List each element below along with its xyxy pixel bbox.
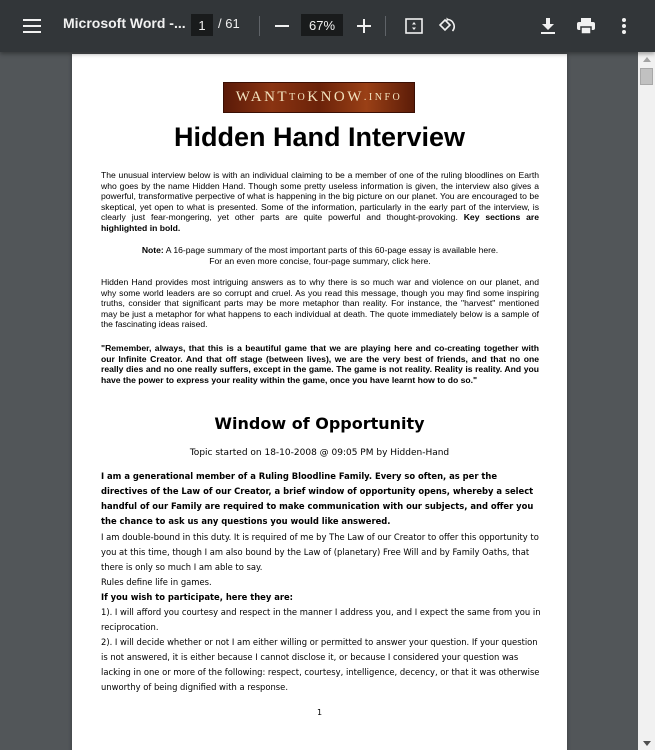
- fit-to-page-icon: [405, 18, 423, 34]
- rule-item: 1). I will afford you courtesy and respect in the manner I address you, and I expect the same from you in reciprocation.: [101, 607, 541, 632]
- zoom-in-button[interactable]: [352, 14, 376, 38]
- hamburger-menu-icon: [23, 19, 41, 33]
- page-number-input[interactable]: 1: [191, 14, 213, 36]
- intro-bold-text: Key sections are highlighted in bold.: [101, 212, 540, 233]
- document-heading: Hidden Hand Interview: [173, 122, 466, 152]
- body-paragraph: Rules define life in games.: [101, 577, 212, 587]
- menu-button[interactable]: [20, 14, 44, 38]
- arrow-down-icon: [643, 741, 651, 746]
- rotate-icon: [438, 17, 456, 35]
- intro-text: The unusual interview below is with an individual claiming to be a member of one of the ruling bloodlines on Earth who goes by the name Hidden Hand. Though some pretty useless information is given, the interview also gives a powerful, transformative perpective of what is happening in the big picture on our planet. You are encouraged to be skeptical, yet open to what is presented. Some of the information, particularly in the early part of the interview, is clearly just fear-mongering, yet other parts are quite powerful and thought-provoking.: [101, 170, 539, 223]
- print-icon: [577, 18, 595, 34]
- page-number: 1: [316, 708, 323, 717]
- second-paragraph: Hidden Hand provides most intriguing answers as to why there is so much war and violence on our planet, and why some world leaders are so corrupt and cruel. As you read this message, though you may find some inspiring truths, consider that significant parts may be more metaphor than reality. For instance, the "harvest" mentioned may be just a metaphor for what happens to each individual at death. The quote immediately below is a sample of the fascinating ideas raised.: [101, 277, 539, 330]
- note-label: Note:: [141, 245, 164, 255]
- more-options-button[interactable]: [612, 14, 636, 38]
- rule-item: 2). I will decide whether or not I am either willing or permitted to answer your question. If your question is not answered, it is either because I cannot disclose it, or because I considered your question was lacking in one or more of the following: respect, courtesy, intelligence, decency, or that it was otherwise unworthy of being dignified with a response.: [101, 637, 540, 692]
- body-paragraph: If you wish to participate, here they are:: [101, 592, 294, 602]
- note-short-summary-link[interactable]: For an even more concise, four-page summary, click here.: [209, 255, 431, 266]
- download-button[interactable]: [536, 14, 560, 38]
- scroll-thumb[interactable]: [640, 68, 653, 85]
- zoom-level-input[interactable]: 67%: [301, 14, 343, 36]
- fit-to-page-button[interactable]: [402, 14, 426, 38]
- pdf-page: [72, 54, 567, 750]
- note-summary-link[interactable]: A 16-page summary of the most important parts of this 60-page essay is available here.: [163, 245, 499, 255]
- body-paragraph: I am a generational member of a Ruling Bloodline Family. Every so often, as per the directives of the Law of our Creator, a brief window of opportunity opens, whereby a select handful of our Family are required to make communication with our subjects, and offer you the chance to ask us any questions you would like answered.: [101, 471, 534, 526]
- logo-text: WANT: [235, 89, 290, 105]
- scroll-up-button[interactable]: [638, 52, 655, 66]
- wanttoknow-logo[interactable]: [223, 82, 415, 113]
- plus-icon: [357, 19, 371, 33]
- body-paragraph: I am double-bound in this duty. It is required of me by The Law of our Creator to offer this opportunity to you at this time, though I am also bound by the Law of (planetary) Free Will and by Family Oaths, that there is only so much I am able to say.: [101, 532, 539, 572]
- more-vert-icon: [622, 18, 626, 34]
- rotate-button[interactable]: [435, 14, 459, 38]
- document-title: Microsoft Word -...: [63, 15, 186, 31]
- download-icon: [541, 18, 555, 34]
- section-heading: Window of Opportunity: [214, 414, 425, 433]
- logo-text: KNOW: [307, 89, 364, 105]
- note-block: [101, 245, 539, 266]
- arrow-up-icon: [643, 57, 651, 62]
- intro-paragraph: [101, 170, 539, 234]
- pdf-toolbar: [0, 0, 655, 52]
- page-total: / 61: [218, 16, 240, 31]
- vertical-scrollbar[interactable]: [638, 52, 655, 750]
- toolbar-divider: [385, 16, 386, 36]
- minus-icon: [275, 25, 289, 27]
- zoom-out-button[interactable]: [270, 14, 294, 38]
- quote-paragraph: "Remember, always, that this is a beautiful game that we are playing here and co-creating together with our Infinite Creator. And that off stage (between lives), we are the very best of friends, and that no one really dies and no one really suffers, except in the game. The game is not reality. Reality is reality. And you have the power to express your reality within the game, once you have learnt how to do so.": [101, 343, 539, 385]
- print-button[interactable]: [574, 14, 598, 38]
- topic-line: Topic started on 18-10-2008 @ 09:05 PM by Hidden-Hand: [189, 448, 450, 458]
- logo-text: .INFO: [363, 92, 403, 103]
- scroll-down-button[interactable]: [638, 736, 655, 750]
- logo-text: TO: [289, 92, 308, 103]
- toolbar-divider: [259, 16, 260, 36]
